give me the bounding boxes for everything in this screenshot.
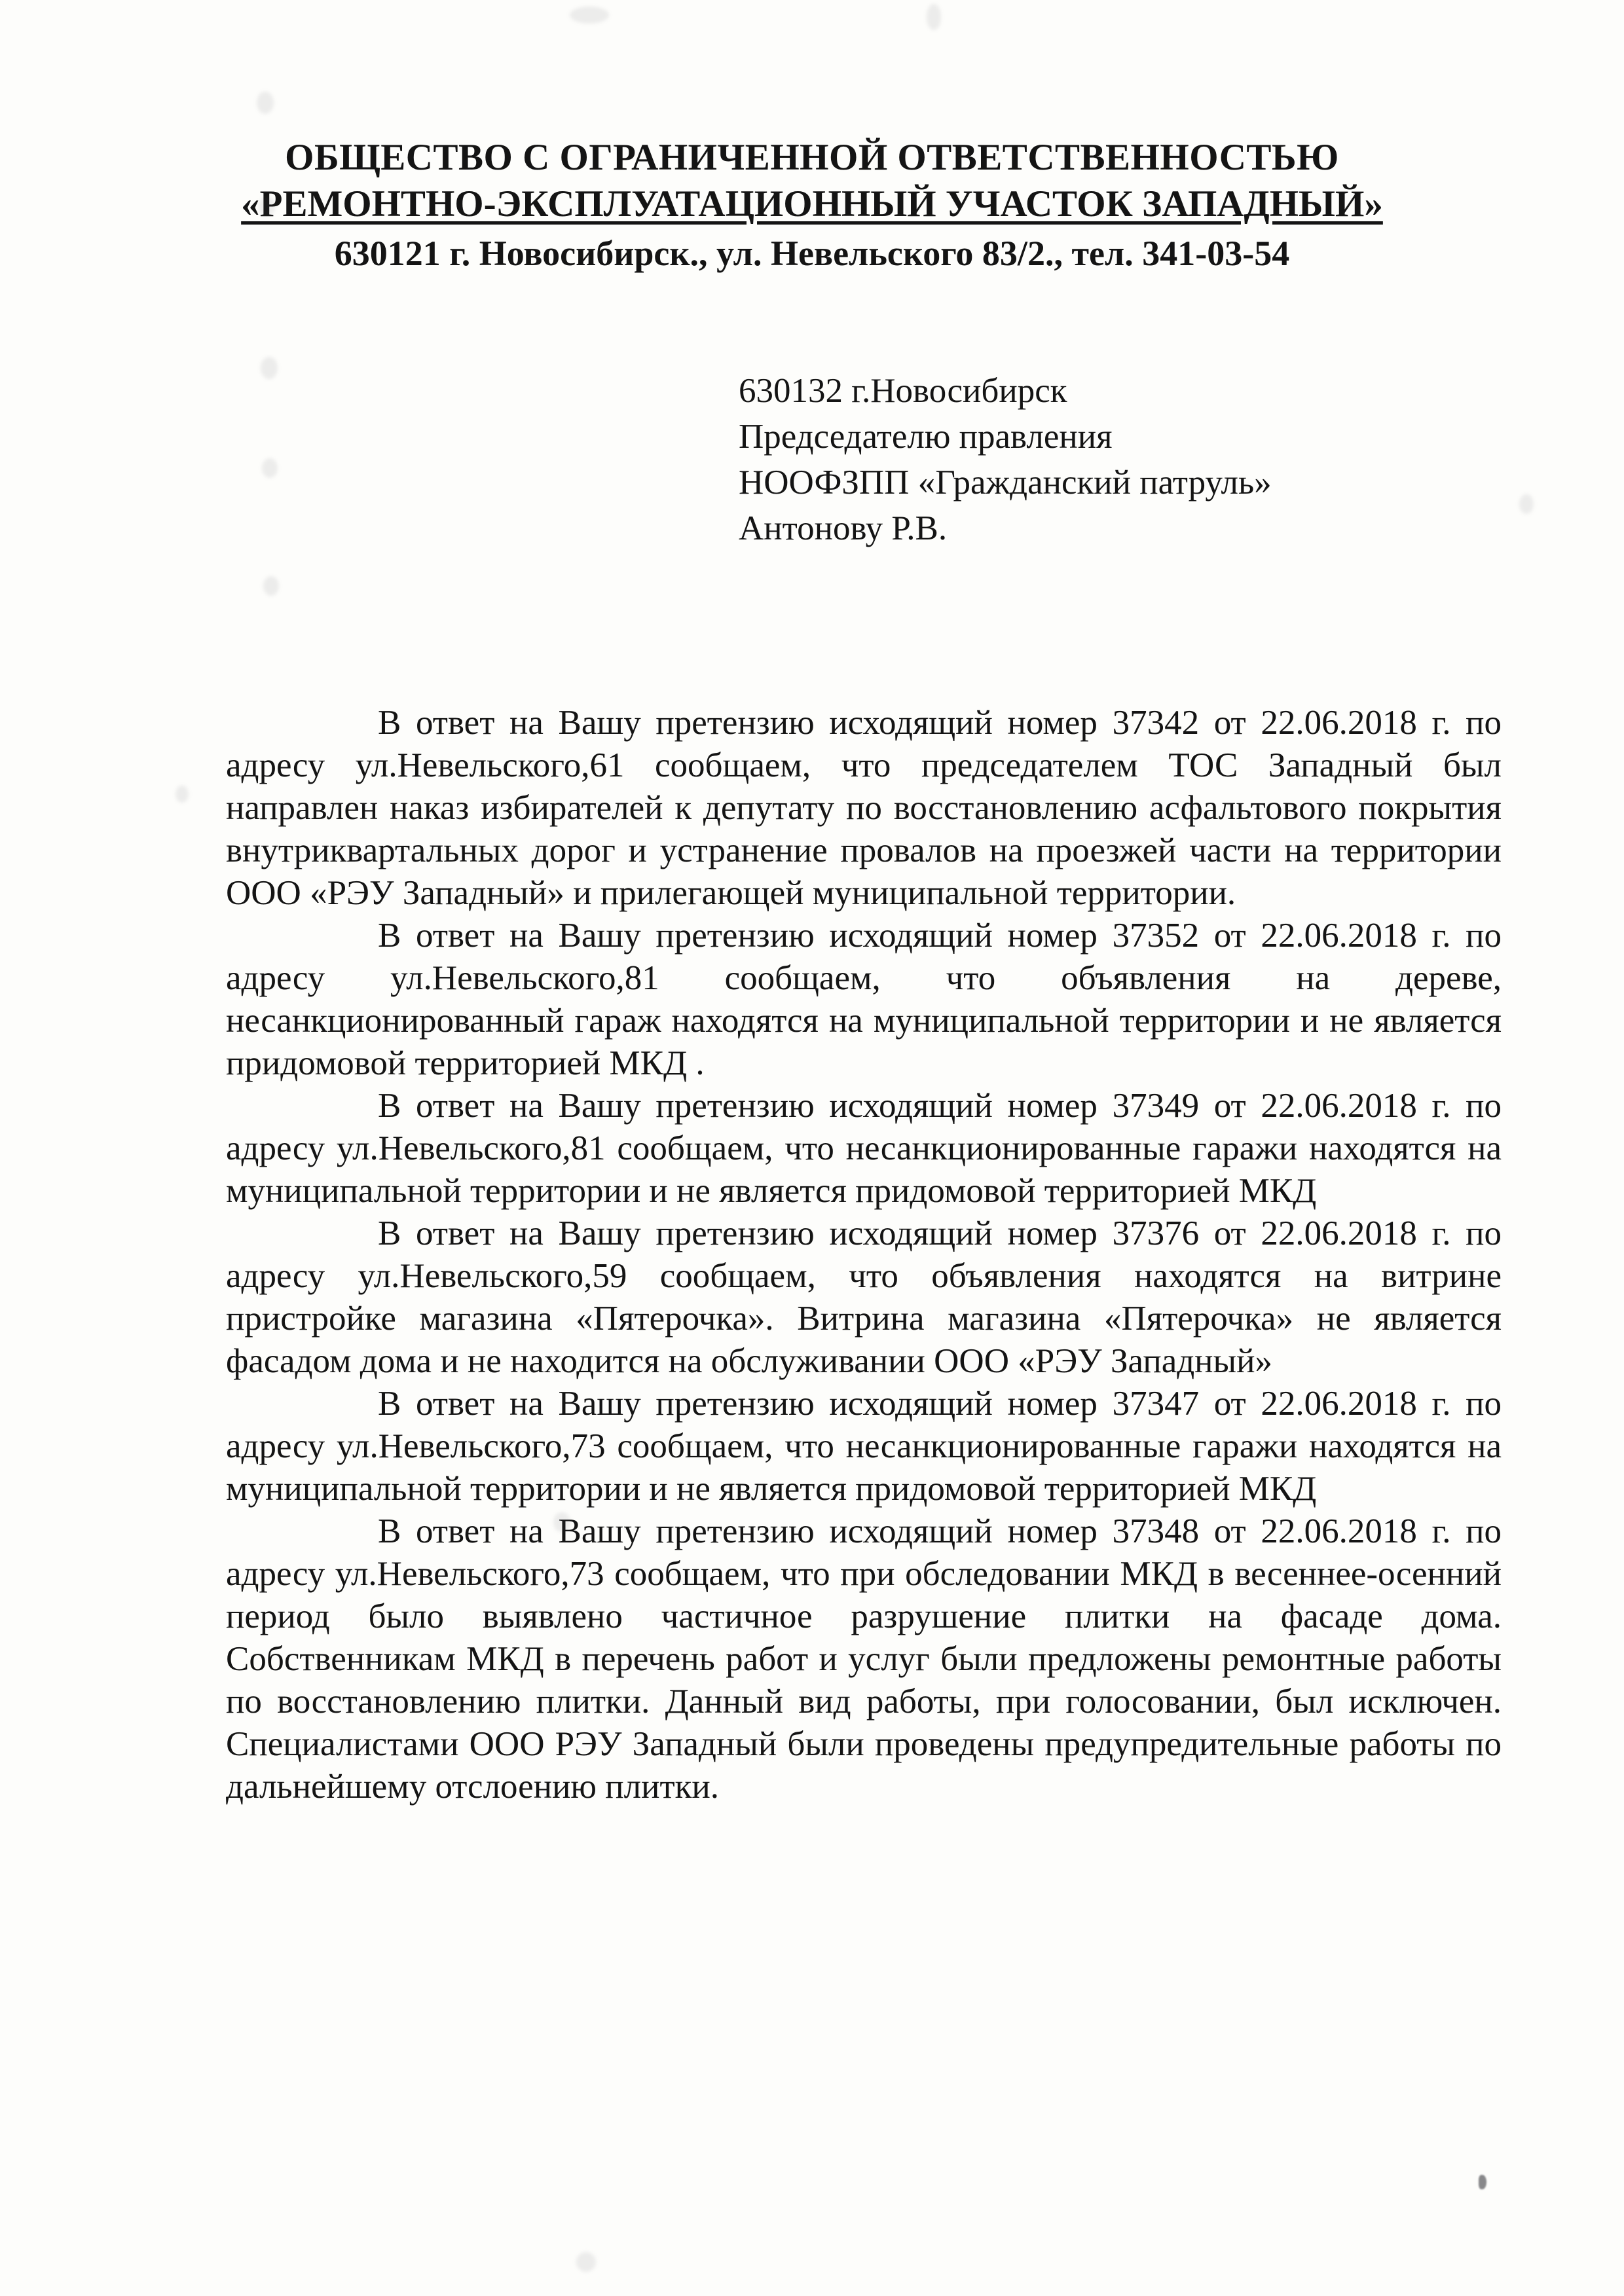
body-paragraph: В ответ на Вашу претензию исходящий номер 37342 от 22.06.2018 г. по адресу ул.Невельского,61 сообщаем, что председателем ТОС Западный был направлен наказ избирателей к депутату по восстановлению асфальтового покрытия внутриквартальных дорог и устранение провалов на проезжей части на территории ООО «РЭУ Западный» и прилегающей муниципальной территории. — [226, 704, 1502, 912]
scan-artifact — [257, 92, 274, 114]
scan-artifact — [576, 2252, 596, 2272]
recipient-position: Председателю правления — [739, 418, 1113, 456]
scan-artifact — [175, 786, 189, 803]
body-paragraph: В ответ на Вашу претензию исходящий номер 37349 от 22.06.2018 г. по адресу ул.Невельского,81 сообщаем, что несанкционированные гаражи находятся на муниципальной территории и не является придомовой территорией МКД — [226, 1087, 1502, 1210]
letter-body — [226, 702, 1502, 1808]
body-paragraph: В ответ на Вашу претензию исходящий номер 37352 от 22.06.2018 г. по адресу ул.Невельского,81 сообщаем, что объявления на дереве, несанкционированный гараж находятся на муниципальной территории и не является придомовой территорией МКД . — [226, 917, 1502, 1082]
body-paragraph: В ответ на Вашу претензию исходящий номер 37348 от 22.06.2018 г. по адресу ул.Невельского,73 сообщаем, что при обследовании МКД в весеннее-осенний период было выявлено частичное разрушение плитки на фасаде дома. Собственникам МКД в перечень работ и услуг были предложены ремонтные работы по восстановлению плитки. Данный вид работы, при голосовании, был исключен. Специалистами ООО РЭУ Западный были проведены предупредительные работы по дальнейшему отслоению плитки. — [226, 1512, 1502, 1806]
scan-artifact — [262, 458, 278, 478]
letterhead-company-name: «РЕМОНТНО-ЭКСПЛУАТАЦИОННЫЙ УЧАСТОК ЗАПАДНЫЙ» — [241, 183, 1383, 225]
scan-artifact — [570, 7, 609, 24]
scan-artifact — [553, 1512, 570, 1532]
letterhead-address-phone: 630121 г. Новосибирск., ул. Невельского 83/2., тел. 341-03-54 — [334, 234, 1290, 273]
scan-artifact — [1479, 2175, 1486, 2189]
scan-artifact — [263, 576, 279, 596]
letterhead — [0, 0, 1624, 274]
recipient-organization: НООФЗПП «Гражданский патруль» — [739, 464, 1272, 501]
scan-artifact — [927, 4, 941, 30]
recipient-person: Антонову Р.В. — [739, 509, 948, 547]
recipient-block — [739, 368, 1272, 551]
body-paragraph: В ответ на Вашу претензию исходящий номер 37376 от 22.06.2018 г. по адресу ул.Невельского,59 сообщаем, что объявления находятся на витрине пристройке магазина «Пятерочка». Витрина магазина «Пятерочка» не является фасадом дома и не находится на обслуживании ООО «РЭУ Западный» — [226, 1214, 1502, 1380]
recipient-postcode-city: 630132 г.Новосибирск — [739, 372, 1067, 410]
body-paragraph: В ответ на Вашу претензию исходящий номер 37347 от 22.06.2018 г. по адресу ул.Невельского,73 сообщаем, что несанкционированные гаражи находятся на муниципальной территории и не является придомовой территорией МКД — [226, 1385, 1502, 1508]
scan-artifact — [1519, 494, 1534, 514]
letterhead-company-type: ОБЩЕСТВО С ОГРАНИЧЕННОЙ ОТВЕТСТВЕННОСТЬЮ — [285, 137, 1339, 178]
scan-artifact — [259, 196, 275, 216]
scan-artifact — [261, 357, 278, 379]
